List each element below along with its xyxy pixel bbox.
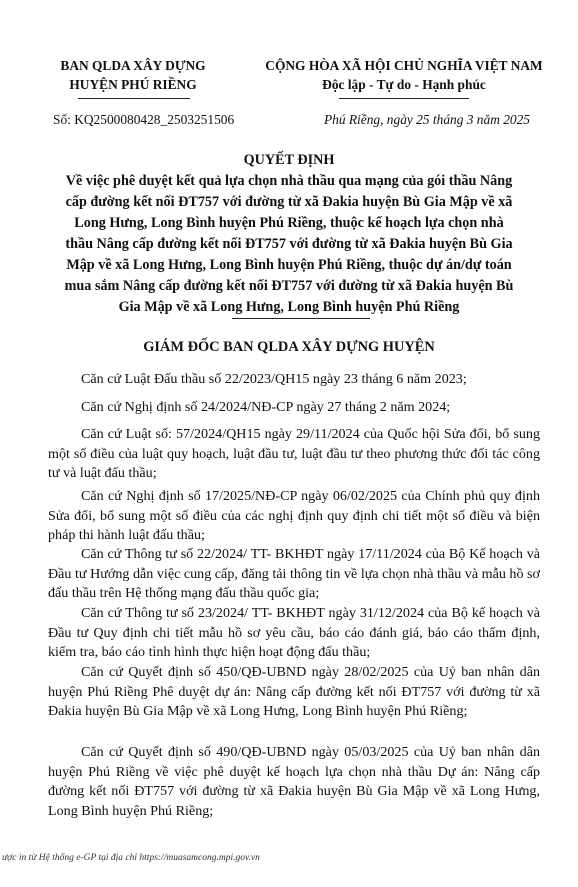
agency-name (38, 56, 228, 94)
issuing-authority: GIÁM ĐỐC BAN QLDA XÂY DỰNG HUYỆN (143, 339, 435, 355)
legal-basis-paragraph: Căn cứ Luật Đấu thầu số 22/2023/QH15 ngày 23 tháng 6 năm 2023; (81, 371, 467, 387)
nation-line-1: CỘNG HÒA XÃ HỘI CHỦ NGHĨA VIỆT NAM (265, 58, 543, 73)
legal-basis-paragraph: Căn cứ Thông tư số 23/2024/ TT- BKHĐT ngày 31/12/2024 của Bộ kế hoạch và Đầu tư Quy định chi tiết mẫu hồ sơ yêu cầu, báo cáo đánh giá, báo cáo thẩm định, kiểm tra, báo cáo tình hình thực hiện hoạt động đấu thầu; (48, 605, 540, 661)
title-line: Long Hưng, Long Bình huyện Phú Riềng, thuộc kế hoạch lựa chọn nhà (74, 215, 504, 231)
agency-line-2: HUYỆN PHÚ RIỀNG (69, 77, 197, 92)
title-line: cấp đường kết nối ĐT757 với đường từ xã Đakia huyện Bù Gia Mập về xã (65, 194, 513, 210)
nation-line-2: Độc lập - Tự do - Hạnh phúc (322, 77, 486, 92)
legal-basis-paragraph: Căn cứ Nghị định số 24/2024/NĐ-CP ngày 27 tháng 2 năm 2024; (81, 399, 451, 415)
title-line: Mập về xã Long Hưng, Long Bình huyện Phú Riềng, thuộc dự án/dự toán (66, 257, 512, 273)
document-number: Số: KQ2500080428_2503251506 (53, 112, 235, 127)
place-date: Phú Riềng, ngày 25 tháng 3 năm 2025 (323, 112, 530, 127)
legal-basis-paragraph: Căn cứ Luật số: 57/2024/QH15 ngày 29/11/2024 của Quốc hội Sửa đổi, bổ sung một số điều của luật quy hoạch, luật đầu tư, luật đầu tư theo phương thức đối tác công tư và luật đấu thầu; (48, 426, 540, 482)
footer-source-note: ược in từ Hệ thống e-GP tại địa chỉ https://muasamcong.mpi.gov.vn (2, 853, 260, 863)
national-motto (236, 56, 572, 94)
legal-basis-paragraph: Căn cứ Nghị định số 17/2025/NĐ-CP ngày 06/02/2025 của Chính phủ quy định Sửa đổi, bổ sung một số điều của các nghị định quy định chi tiết một số điều và biện pháp thi hành luật đấu thầu; (48, 488, 540, 544)
title-line: thầu Nâng cấp đường kết nối ĐT757 với đường từ xã Đakia huyện Bù Gia (65, 236, 513, 252)
legal-basis-paragraph: Căn cứ Thông tư số 22/2024/ TT- BKHĐT ngày 17/11/2024 của Bộ Kế hoạch và Đầu tư Hướng dẫn việc cung cấp, đăng tải thông tin về lựa chọn nhà thầu và mẫu hồ sơ đấu thầu trên Hệ thống mạng đấu thầu quốc gia; (48, 546, 540, 602)
decision-heading: QUYẾT ĐỊNH (243, 152, 335, 168)
agency-underline (78, 98, 190, 99)
title-line: Gia Mập về xã Long Hưng, Long Bình huyện Phú Riềng (118, 299, 460, 315)
legal-basis-paragraph: Căn cứ Quyết định số 450/QĐ-UBND ngày 28/02/2025 của Uỷ ban nhân dân huyện Phú Riềng Phê duyệt dự án: Nâng cấp đường kết nối ĐT757 với đường từ xã Đakia huyện Bù Gia Mập về xã Long Hưng, Long Bình huyện Phú Riềng; (48, 664, 540, 720)
legal-basis-paragraph: Căn cứ Quyết định số 490/QĐ-UBND ngày 05/03/2025 của Uỷ ban nhân dân huyện Phú Riềng về việc phê duyệt kế hoạch lựa chọn nhà thầu Dự án: Nâng cấp đường kết nối ĐT757 với đường từ xã Đakia huyện Bù Gia Mập về xã Long Hưng, Long Bình huyện Phú Riềng; (48, 744, 540, 819)
title-line: Về việc phê duyệt kết quả lựa chọn nhà thầu qua mạng của gói thầu Nâng (65, 173, 513, 189)
title-line: mua sắm Nâng cấp đường kết nối ĐT757 với đường từ xã Đakia huyện Bù (64, 278, 514, 294)
motto-underline (339, 98, 469, 99)
agency-line-1: BAN QLDA XÂY DỰNG (60, 58, 206, 73)
decision-title (40, 150, 538, 318)
title-underline (232, 318, 370, 319)
